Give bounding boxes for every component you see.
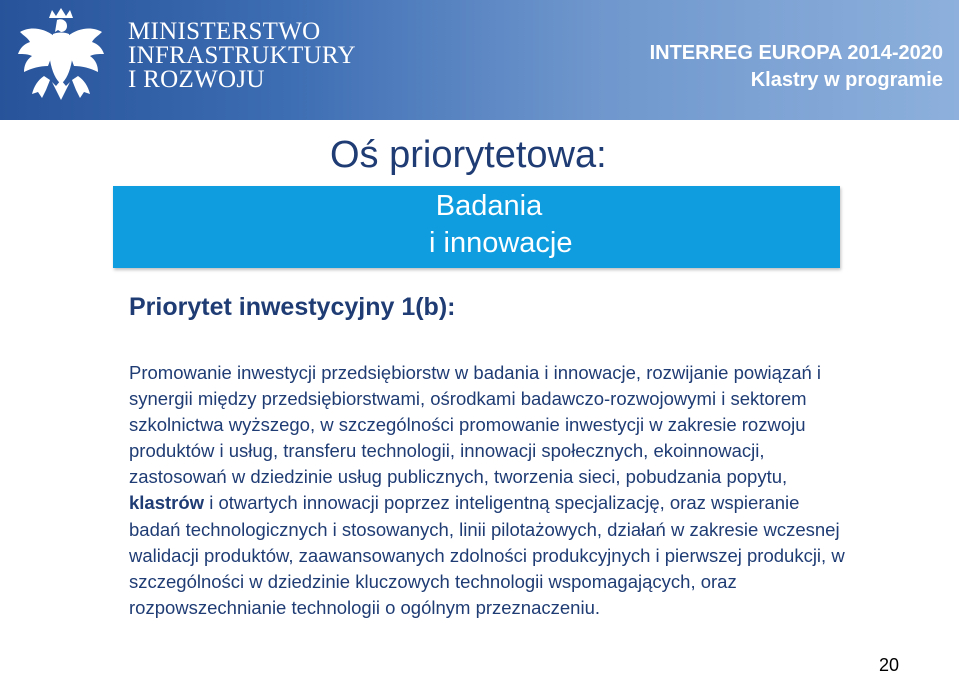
program-title: INTERREG EUROPA 2014-2020	[649, 42, 943, 64]
ministry-line-3: I ROZWOJU	[128, 66, 265, 93]
description-text-after: i otwartych innowacji poprzez inteligentną specjalizację, oraz wspieranie badań technologicznych i stosowanych, linii pilotażowych, działań w zakresie wczesnej walidacji produktów, zaawansowanych zdolności produkcyjnych i pierwszej produkcji, w szczególności w dziedzinie kluczowych technologii wspomagających, oraz rozpowszechnianie technologii o ogólnym przeznaczeniu.	[129, 492, 845, 618]
ministry-line-2: INFRASTRUKTURY	[128, 42, 356, 69]
axis-name	[429, 188, 573, 262]
axis-name-box	[113, 186, 840, 268]
description-text-before: Promowanie inwestycji przedsiębiorstw w badania i innowacje, rozwijanie powiązań i synergii między przedsiębiorstwami, ośrodkami badawczo-rozwojowymi i sektorem szkolnictwa wyższego, w szczególności promowanie inwestycji w zakresie rozwoju produktów i usług, transferu technologii, innowacji społecznych, ekoinnowacji, zastosowań w dziedzinie usług publicznych, tworzenia sieci, pobudzania popytu,	[129, 362, 822, 488]
axis-title: Oś priorytetowa:	[330, 134, 607, 176]
description-keyword-clusters: klastrów	[129, 492, 205, 514]
axis-name-line-1: Badania	[435, 190, 543, 222]
ministry-name	[128, 20, 356, 92]
priority-description	[129, 360, 849, 621]
header-banner	[0, 0, 959, 120]
program-info	[650, 40, 943, 94]
axis-name-line-2: i innowacje	[429, 227, 573, 259]
ministry-line-1: MINISTERSTWO	[128, 18, 321, 45]
page-number: 20	[878, 655, 899, 675]
priority-heading: Priorytet inwestycyjny 1(b):	[129, 293, 456, 321]
program-subtitle: Klastry w programie	[750, 69, 943, 91]
eagle-emblem-icon	[14, 8, 108, 114]
